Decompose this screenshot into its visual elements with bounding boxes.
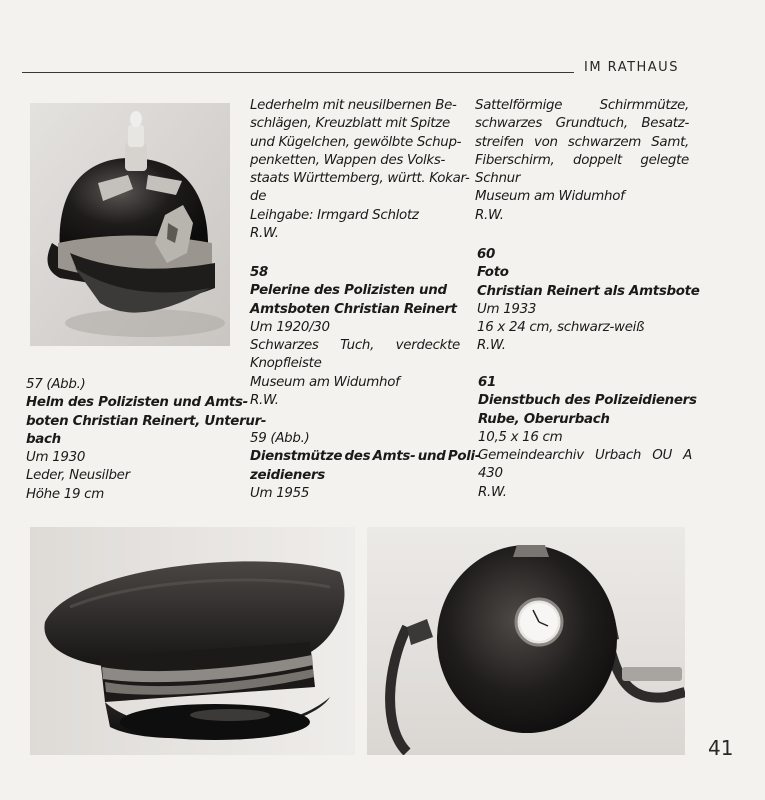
entry-number: 61 <box>478 375 497 390</box>
description-line: Schnur <box>475 171 521 187</box>
archive-line: 430 <box>478 466 503 482</box>
entry-61 <box>478 374 697 502</box>
entry-title-line: Rube, Oberurbach <box>478 411 610 427</box>
entry-57-description <box>250 97 470 243</box>
entry-initials: R.W. <box>250 393 279 409</box>
entry-size: 10,5 x 16 cm <box>478 429 563 445</box>
entry-60 <box>477 246 700 356</box>
entry-number: 59 (Abb.) <box>250 431 310 446</box>
entry-59-description <box>475 97 689 225</box>
entry-title-line: bach <box>26 431 61 447</box>
description-line: de <box>250 189 267 205</box>
entry-date: Um 1920/30 <box>250 319 330 335</box>
description-line: Knopfleiste <box>250 356 322 372</box>
description-line: Schwarzes Tuch, verdeckte <box>250 338 460 354</box>
cap-photo <box>30 527 355 755</box>
entry-59 <box>250 430 481 503</box>
entry-title-line: Foto <box>477 265 509 281</box>
entry-title-line: Amtsboten Christian Reinert <box>250 301 457 317</box>
description-line: staats Württemberg, württ. Kokar- <box>250 171 470 187</box>
helmet-photo <box>30 103 230 346</box>
entry-date: Um 1930 <box>26 450 86 466</box>
entry-58 <box>250 264 460 410</box>
entry-material: Leder, Neusilber <box>26 468 130 484</box>
entry-date: Um 1933 <box>477 301 537 317</box>
entry-title-line: boten Christian Reinert, Unterur- <box>26 413 267 429</box>
description-line: Lederhelm mit neusilbernen Be- <box>250 98 457 113</box>
description-line: Sattelförmige Schirmmütze, <box>475 98 689 113</box>
description-line: Fiberschirm, doppelt gelegte <box>475 152 689 168</box>
entry-title-line: Helm des Polizisten und Amts- <box>26 395 248 411</box>
entry-initials: R.W. <box>475 207 504 223</box>
entry-number: 60 <box>477 247 496 262</box>
entry-initials: R.W. <box>477 338 506 354</box>
description-line: schlägen, Kreuzblatt mit Spitze <box>250 116 450 132</box>
running-title: IM RATHAUS <box>584 60 679 75</box>
archive-line: Gemeindearchiv Urbach OU A <box>478 448 692 464</box>
entry-date: Um 1955 <box>250 485 310 501</box>
header-rule <box>22 72 574 73</box>
page-number: 41 <box>708 736 734 760</box>
entry-number: 57 (Abb.) <box>26 377 86 392</box>
entry-size: Höhe 19 cm <box>26 486 104 502</box>
description-line: schwarzes Grundtuch, Besatz- <box>475 116 689 132</box>
entry-title-line: Dienstbuch des Polizeidieners <box>478 393 697 409</box>
entry-initials: R.W. <box>478 484 507 500</box>
entry-title-line: Christian Reinert als Amtsbote <box>477 283 700 299</box>
entry-title-line: Pelerine des Polizisten und <box>250 283 447 299</box>
entry-source: Museum am Widumhof <box>475 189 625 205</box>
entry-size: 16 x 24 cm, schwarz-weiß <box>477 320 645 336</box>
description-line: streifen von schwarzem Samt, <box>475 134 689 150</box>
entry-number: 58 <box>250 265 269 280</box>
description-line: penketten, Wappen des Volks- <box>250 152 446 168</box>
entry-title-line: Dienstmütze des Amts- und Poli- <box>250 449 481 465</box>
entry-title-line: zeidieners <box>250 467 325 483</box>
description-line: und Kügelchen, gewölbte Schup- <box>250 134 462 150</box>
entry-initials: R.W. <box>250 226 279 242</box>
service-book-case-photo <box>367 527 685 755</box>
entry-source: Museum am Widumhof <box>250 374 400 390</box>
entry-loan: Leihgabe: Irmgard Schlotz <box>250 207 419 223</box>
